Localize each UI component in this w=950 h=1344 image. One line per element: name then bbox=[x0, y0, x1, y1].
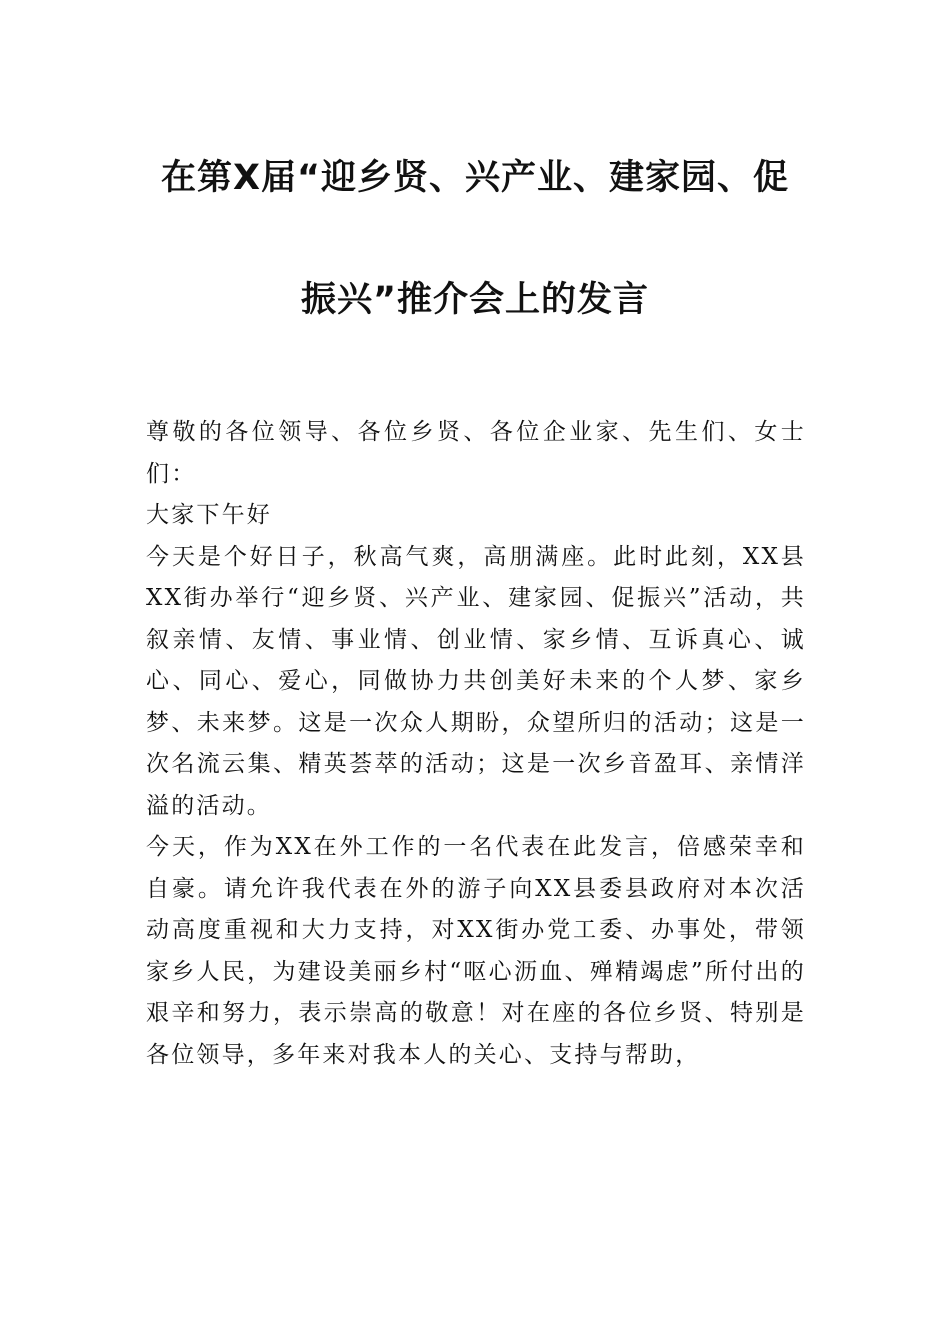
greeting-paragraph: 大家下午好 bbox=[146, 502, 272, 528]
salutation-paragraph: 尊敬的各位领导、各位乡贤、各位企业家、先生们、女士们： bbox=[146, 419, 806, 487]
document-title-line-2: 振兴”推介会上的发言 bbox=[300, 280, 649, 320]
body-paragraph-2: 今天，作为XX在外工作的一名代表在此发言，倍感荣幸和自豪。请允许我代表在外的游子向XX县委县政府对本次活动高度重视和大力支持，对XX街办党工委、办事处，带领家乡人民，为建设美丽乡村“呕心沥血、殚精竭虑”所付出的艰辛和努力，表示崇高的敬意！对在座的各位乡贤、特别是各位领导，多年来对我本人的关心、支持与帮助， bbox=[146, 834, 806, 1068]
document-title-line-1: 在第X届“迎乡贤、兴产业、建家园、促 bbox=[161, 158, 789, 198]
body-paragraph-1: 今天是个好日子，秋高气爽，高朋满座。此时此刻，XX县XX街办举行“迎乡贤、兴产业、建家园、促振兴”活动，共叙亲情、友情、事业情、创业情、家乡情、互诉真心、诚心、同心、爱心，同做协力共创美好未来的个人梦、家乡梦、未来梦。这是一次众人期盼，众望所归的活动；这是一次名流云集、精英荟萃的活动；这是一次乡音盈耳、亲情洋溢的活动。 bbox=[146, 543, 806, 819]
document-body bbox=[146, 412, 806, 1076]
